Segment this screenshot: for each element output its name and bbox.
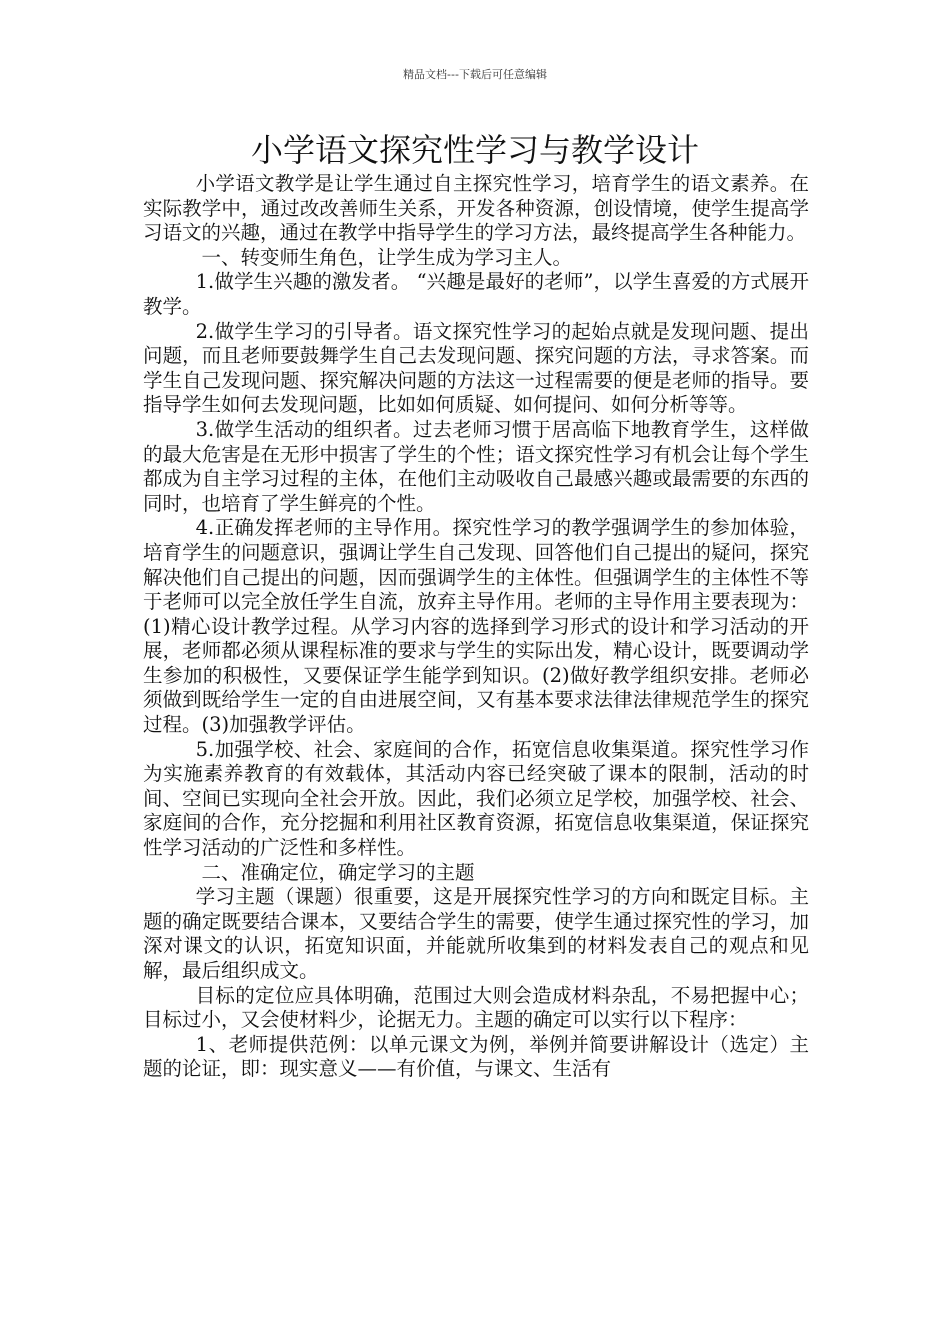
header-note: 精品文档---下载后可任意编辑 [403, 68, 547, 81]
section-heading-2: 二、准确定位，确定学习的主题 [201, 860, 475, 884]
paragraph-item-4: 4.正确发挥老师的主导作用。探究性学习的教学强调学生的参加体验，培育学生的问题意识，强调让学生自己发现、回答他们自己提出的疑问，探究解决他们自己提出的问题，因而强调学生的主体性。但强调学生的主体性不等于老师可以完全放任学生自流，放弃主导作用。老师的主导作用主要表现为：(1)精心设计教学过程。从学习内容的选择到学习形式的设计和学习活动的开展，老师都必须从课程标准的要求与学生的实际出发，精心设计，既要调动学生参加的积极性，又要保证学生能学到知识。(2)做好教学组织安排。老师必须做到既给学生一定的自由进展空间，又有基本要求法律法律规范学生的探究过程。(3)加强教学评估。 [143, 516, 809, 737]
paragraph-item-2: 2.做学生学习的引导者。语文探究性学习的起始点就是发现问题、提出问题，而且老师要鼓舞学生自己去发现问题、探究问题的方法，寻求答案。而学生自己发现问题、探究解决问题的方法这一过程需要的便是老师的指导。要指导学生如何去发现问题，比如如何质疑、如何提问、如何分析等等。 [143, 319, 809, 417]
section-heading-1: 一、转变师生角色，让学生成为学习主人。 [201, 245, 573, 269]
paragraph-item-1: 1.做学生兴趣的激发者。 “兴趣是最好的老师”，以学生喜爱的方式展开教学。 [143, 270, 809, 318]
paragraph-item-5: 5.加强学校、社会、家庭间的合作，拓宽信息收集渠道。探究性学习作为实施素养教育的有效载体，其活动内容已经突破了课本的限制，活动的时间、空间已实现向全社会开放。因此，我们必须立足学校，加强学校、社会、家庭间的合作，充分挖掘和利用社区教育资源，拓宽信息收集渠道，保证探究性学习活动的广泛性和多样性。 [143, 737, 809, 860]
paragraph-procedure-1: 1、老师提供范例：以单元课文为例，举例并简要讲解设计（选定）主题的论证，即：现实意义——有价值，与课文、生活有 [143, 1032, 809, 1081]
document-title: 小学语文探究性学习与教学设计 [250, 131, 699, 169]
paragraph-goal: 目标的定位应具体明确，范围过大则会造成材料杂乱，不易把握中心；目标过小，又会使材料少，论据无力。主题的确定可以实行以下程序： [143, 983, 809, 1032]
intro-paragraph: 小学语文教学是让学生通过自主探究性学习，培育学生的语文素养。在实际教学中，通过改改善师生关系，开发各种资源，创设情境，使学生提高学习语文的兴趣，通过在教学中指导学生的学习方法，最终提高学生各种能力。 [143, 172, 809, 245]
paragraph-item-3: 3.做学生活动的组织者。过去老师习惯于居高临下地教育学生，这样做的最大危害是在无形中损害了学生的个性；语文探究性学习有机会让每个学生都成为自主学习过程的主体，在他们主动吸收自己最感兴趣或最需要的东西的同时，也培育了学生鲜亮的个性。 [143, 417, 809, 515]
paragraph-topic: 学习主题（课题）很重要，这是开展探究性学习的方向和既定目标。主题的确定既要结合课本，又要结合学生的需要，使学生通过探究性的学习，加深对课文的认识，拓宽知识面，并能就所收集到的材料发表自己的观点和见解，最后组织成文。 [143, 885, 809, 982]
document-body [143, 172, 809, 1082]
